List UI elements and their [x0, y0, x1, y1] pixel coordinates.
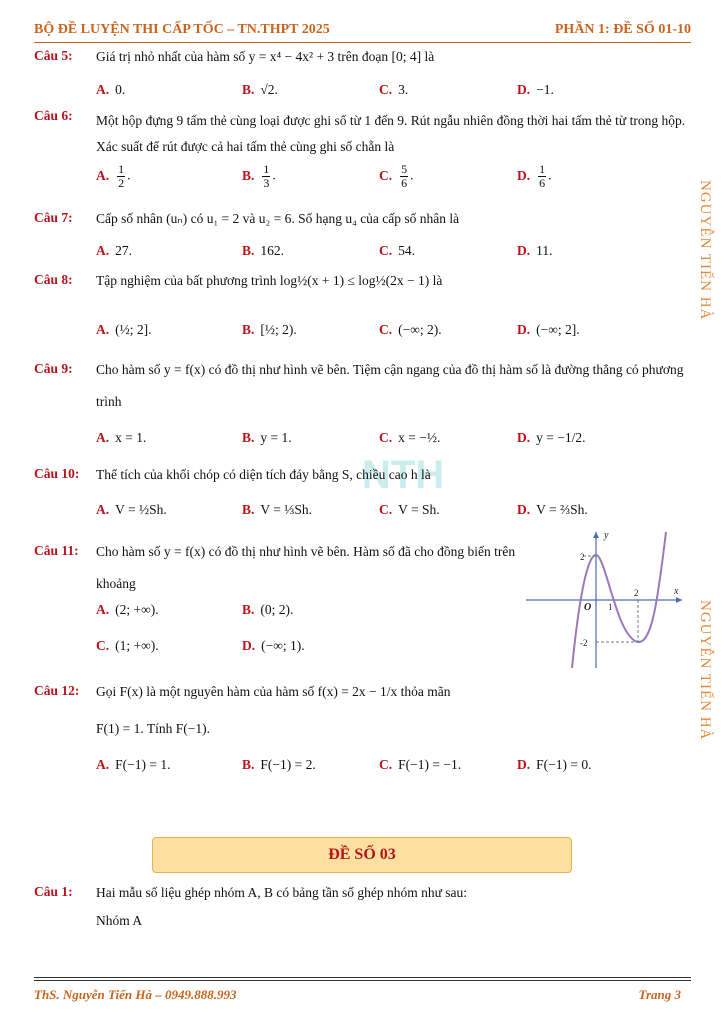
- graph-tick-y-bottom: -2: [580, 638, 588, 648]
- q8-text: Tập nghiệm của bất phương trình log½(x + 1) ≤ log½(2x − 1) là: [96, 273, 443, 288]
- header-right: PHẦN 1: ĐỀ SỐ 01-10: [554, 22, 691, 37]
- q11-graph: [526, 528, 686, 673]
- graph-origin-label: O: [584, 602, 592, 613]
- footer-author: ThS. Nguyễn Tiến Hà – 0949.888.993: [34, 987, 237, 1002]
- q12-text-2: F(1) = 1. Tính F(−1).: [96, 721, 210, 736]
- q6-label: Câu 6:: [34, 108, 73, 123]
- header-left: BỘ ĐỀ LUYỆN THI CẤP TỐC – TN.THPT 2025: [34, 22, 330, 37]
- q5-label: Câu 5:: [34, 48, 73, 63]
- q7-label: Câu 7:: [34, 210, 73, 225]
- q5-option-c[interactable]: C. 3.: [379, 82, 409, 97]
- q10-option-c[interactable]: C. V = Sh.: [379, 502, 440, 517]
- q11-option-a[interactable]: A. (2; +∞).: [96, 602, 159, 617]
- q12-option-a[interactable]: A. F(−1) = 1.: [96, 757, 171, 772]
- q6-option-c[interactable]: C. $\frac{5}{6}$ .: [379, 162, 414, 190]
- q9-label: Câu 9:: [34, 361, 73, 376]
- q11-option-c[interactable]: C. (1; +∞).: [96, 638, 159, 653]
- q12-label: Câu 12:: [34, 683, 80, 698]
- q5-option-a[interactable]: A. 0.: [96, 82, 126, 97]
- q8-option-a[interactable]: A. (½; 2].: [96, 322, 152, 337]
- q7-option-c[interactable]: C. 54.: [379, 243, 415, 258]
- header-divider: [34, 42, 691, 43]
- q9-option-a[interactable]: A. x = 1.: [96, 430, 147, 445]
- q11-option-b[interactable]: B. (0; 2).: [242, 602, 294, 617]
- watermark-logo: NTH: [361, 453, 445, 497]
- q5-option-d[interactable]: D. −1.: [517, 82, 554, 97]
- q9-option-d[interactable]: D. y = −1/2.: [517, 430, 586, 445]
- q8-option-d[interactable]: D. (−∞; 2].: [517, 322, 580, 337]
- q6-text: Một hộp đựng 9 tấm thẻ cùng loại được ghi số từ 1 đến 9. Rút ngẫu nhiên đồng thời hai tấm thẻ từ trong hộp. Xác suất để rút được cả hai tấm thẻ cùng ghi số chẵn là: [96, 113, 686, 154]
- q10-label: Câu 10:: [34, 466, 80, 481]
- q8-option-c[interactable]: C. (−∞; 2).: [379, 322, 442, 337]
- q5-option-b[interactable]: B. √2.: [242, 82, 278, 97]
- q12-option-c[interactable]: C. F(−1) = −1.: [379, 757, 462, 772]
- q9-option-b[interactable]: B. y = 1.: [242, 430, 292, 445]
- footer-page-number: Trang 3: [638, 987, 681, 1002]
- q7-option-d[interactable]: D. 11.: [517, 243, 553, 258]
- d3-q1-text: Hai mẫu số liệu ghép nhóm A, B có bảng tần số ghép nhóm như sau:: [96, 885, 468, 900]
- q8-option-b[interactable]: B. [½; 2).: [242, 322, 297, 337]
- q11-label: Câu 11:: [34, 543, 79, 558]
- graph-tick-x1: 1: [608, 602, 613, 612]
- graph-y-label: y: [604, 530, 609, 541]
- graph-tick-x2: 2: [634, 588, 639, 598]
- y-axis-arrow: [593, 532, 599, 538]
- graph-x-label: x: [674, 586, 679, 597]
- x-axis-arrow: [676, 597, 682, 603]
- footer-divider: [34, 977, 691, 978]
- d3-q1-label: Câu 1:: [34, 884, 73, 899]
- q12-option-d[interactable]: D. F(−1) = 0.: [517, 757, 592, 772]
- q9-option-c[interactable]: C. x = −½.: [379, 430, 441, 445]
- q10-text: Thể tích của khối chóp có diện tích đáy bằng S, chiều cao h là: [96, 467, 431, 482]
- page-header: [34, 22, 691, 40]
- side-author-label-top: NGUYỄN TIẾN HÀ: [697, 180, 713, 321]
- q12-text: Gọi F(x) là một nguyên hàm của hàm số f(x) = 2x − 1/x thỏa mãn: [96, 684, 451, 699]
- q7-option-a[interactable]: A. 27.: [96, 243, 132, 258]
- q9-text: Cho hàm số y = f(x) có đồ thị như hình vẽ bên. Tiệm cận ngang của đồ thị hàm số là đường thẳng có phương trình: [96, 362, 684, 409]
- q8-label: Câu 8:: [34, 272, 73, 287]
- q10-option-d[interactable]: D. V = ⅔Sh.: [517, 502, 588, 517]
- q7-option-b[interactable]: B. 162.: [242, 243, 285, 258]
- q6-option-b[interactable]: B. $\frac{1}{3}$ .: [242, 162, 276, 190]
- q6-option-a[interactable]: A. $\frac{1}{2}$ .: [96, 162, 131, 190]
- side-author-label-bottom: NGUYỄN TIẾN HÀ: [697, 600, 713, 741]
- q11-text: Cho hàm số y = f(x) có đồ thị như hình vẽ bên. Hàm số đã cho đồng biến trên khoảng: [96, 544, 516, 591]
- q7-text: Cấp số nhân (uₙ) có u₁ = 2 và u₂ = 6. Số hạng u₄ của cấp số nhân là: [96, 211, 460, 226]
- q12-option-b[interactable]: B. F(−1) = 2.: [242, 757, 316, 772]
- section-banner: ĐỀ SỐ 03: [152, 837, 572, 873]
- q6-option-d[interactable]: D. $\frac{1}{6}$ .: [517, 162, 552, 190]
- d3-q1-group: Nhóm A: [96, 913, 143, 928]
- q10-option-b[interactable]: B. V = ⅓Sh.: [242, 502, 313, 517]
- footer-divider-thin: [34, 980, 691, 981]
- q11-option-d[interactable]: D. (−∞; 1).: [242, 638, 305, 653]
- graph-tick-y-top: 2: [580, 552, 585, 562]
- q10-option-a[interactable]: A. V = ½Sh.: [96, 502, 167, 517]
- q5-text: Giá trị nhỏ nhất của hàm số y = x⁴ − 4x² + 3 trên đoạn [0; 4] là: [96, 49, 435, 64]
